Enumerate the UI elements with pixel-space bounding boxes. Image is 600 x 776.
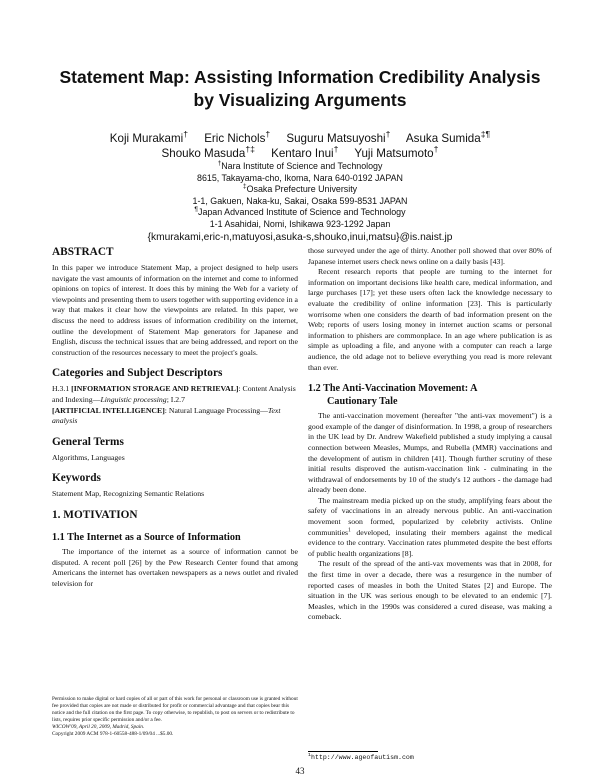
affiliation-name: Nara Institute of Science and Technology	[221, 161, 383, 171]
affiliation	[0, 161, 600, 173]
keywords-heading: Keywords	[52, 472, 101, 485]
affiliation-mark: ¶	[194, 206, 198, 214]
body-paragraph	[308, 496, 552, 560]
copyright-text: Copyright 2009 ACM 978-1-60558-488-1/09/04 ...$5.00.	[52, 730, 174, 737]
subsection-heading-line: 1.2 The Anti-Vaccination Movement: A	[308, 383, 478, 395]
left-column	[52, 246, 298, 589]
author-mark: †	[183, 129, 189, 140]
body-paragraph: The anti-vaccination movement (hereafter "the anti-vax movement") is a good example of the danger of disinformation. In 1998, a group of researchers in the UK lead by Dr. Andrew Wakefield published a study implying a causal connection between Measles, Mumps, and Rubella (MMR) vaccinations and the development of autism in children [41]. Though further scrutiny of these initial results disproved the autism-vaccination link - culminating in the withdrawal of endorsements by 10 of the study's 12 authors - the damage had already been done.	[308, 411, 552, 495]
affiliation-mark: ‡	[242, 183, 247, 191]
author-row-1	[0, 131, 600, 146]
category-subject: Linguistic processing	[100, 394, 167, 404]
author-mark: ‡¶	[480, 129, 491, 140]
copyright-notice	[52, 696, 298, 737]
affiliation-name: Osaka Prefecture University	[246, 184, 358, 195]
author-mark: †‡	[245, 144, 255, 155]
author-name: Kentaro Inui	[271, 147, 334, 160]
paragraph-text: The mainstream media picked up on the study, amplifying fears about the safety of vaccinations in an already nervous public. An anti-vaccination movement soon formed, popularized by celebrity activists. Online communities	[308, 495, 552, 537]
category-label: [ARTIFICIAL INTELLIGENCE]	[52, 405, 165, 415]
keywords-text: Statement Map, Recognizing Semantic Relations	[52, 489, 205, 499]
author-name: Suguru Matsuyoshi	[286, 132, 386, 145]
motivation-heading: 1. MOTIVATION	[52, 508, 138, 521]
subsection-heading	[308, 382, 552, 408]
footnote	[308, 754, 414, 761]
abstract-heading: ABSTRACT	[52, 246, 114, 258]
affiliation-address: 1-1 Asahidai, Nomi, Ishikawa 923-1292 Japan	[209, 218, 391, 229]
footnote-mark: 1	[308, 752, 311, 758]
affiliation	[0, 184, 600, 196]
author-block	[0, 131, 600, 244]
author-name: Eric Nichols	[204, 132, 266, 145]
author-email: {kmurakami,eric-n,matuyosi,asuka-s,shouko,inui,matsu}@is.naist.jp	[147, 231, 453, 243]
footnote-marker: 1	[348, 527, 351, 534]
category-code: ; I.2.7	[166, 394, 185, 404]
permission-text: Permission to make digital or hard copies of all or part of this work for personal or classroom use is granted without fee provided that copies are not made or distributed for profit or commercial advantage and that copies bear this notice and the full citation on the first page. To copy otherwise, to republish, to post on servers or to redistribute to lists, requires prior specific permission and/or a fee.	[52, 696, 298, 723]
affiliation-address: 8615, Takayama-cho, Ikoma, Nara 640-0192 JAPAN	[197, 172, 403, 183]
categories-heading: Categories and Subject Descriptors	[52, 367, 223, 380]
right-column	[308, 246, 552, 623]
affiliation-mark: †	[217, 160, 222, 168]
affiliation-address: 1-1, Gakuen, Naka-ku, Sakai, Osaka 599-8531 JAPAN	[192, 195, 408, 206]
title-line-1: Statement Map: Assisting Information Credibility Analysis	[59, 67, 541, 87]
category-code: H.3.1	[52, 384, 70, 394]
footnote-divider	[308, 751, 378, 752]
footnote-url: http://www.ageofautism.com	[310, 754, 414, 761]
venue-text: WICOW'09, April 20, 2009, Madrid, Spain.	[52, 723, 145, 730]
paper-title	[0, 66, 600, 112]
body-paragraph: The result of the spread of the anti-vax movements was that in 2008, for the first time in over a decade, there was a resurgence in the number of reported cases of measles in both the United States [2] and Europe. The situation in the UK was serious enough to be elevated to an endemic [7]. Measles, which in the 1990s was considered a cured disease, was making a comeback.	[308, 559, 552, 622]
body-paragraph: those surveyed under the age of thirty. Another poll showed that over 80% of Japanese internet users check news online on a daily basis [43].	[308, 246, 552, 266]
abstract-text: In this paper we introduce Statement Map, a project designed to help users navigate the vast amounts of information on the internet and come to informed opinions on topics of interest. It does this by mining the Web for a variety of viewpoints and presenting them to users together with supporting evidence in a way that makes it clear how the viewpoints are related. In this paper, we discuss the need to address issues of information credibility on the internet, outline the development of Statement Map generators for Japanese and English, discuss the technical issues that are being addressed, and report on the construction of the resources necessary to meet the project's goals.	[52, 263, 298, 357]
author-row-2	[0, 146, 600, 161]
category-text: : Natural Language Processing—	[164, 405, 268, 415]
body-paragraph: The importance of the internet as a source of information cannot be disputed. A recent poll [26] by the Pew Research Center found that among Americans the internet has overtaken newspapers as a news outlet and rivaled television for	[52, 546, 298, 588]
general-terms-text: Algorithms, Languages	[52, 452, 125, 462]
title-line-2: by Visualizing Arguments	[193, 90, 407, 110]
subsection-heading-line: Cautionary Tale	[327, 396, 398, 408]
author-mark: †	[385, 129, 391, 140]
subsection-heading: 1.1 The Internet as a Source of Information	[52, 531, 241, 543]
author-mark: †	[333, 144, 339, 155]
author-mark: †	[265, 129, 271, 140]
author-name: Koji Murakami	[109, 132, 184, 145]
category-label: [INFORMATION STORAGE AND RETRIEVAL]	[71, 384, 239, 394]
author-name: Shouko Masuda	[161, 147, 246, 160]
author-mark: †	[433, 144, 439, 155]
page-number: 43	[295, 766, 305, 776]
categories-text	[52, 384, 298, 426]
affiliation	[0, 207, 600, 219]
body-paragraph: Recent research reports that people are turning to the internet for information on important decisions like health care, medical information, and large purchases [17]; yet these users often lack the knowledge necessary to evaluate the credibility of online information [23]. This is particularly worrisome when one considers the dearth of bad information present on the Web; reports of users losing money in internet auction scams or personal information to phishers are commonplace. In an age where publication is as simple as uploading a file, and anyone with a computer can reach a large audience, the old adage not to believe everything you read is more relevant than ever.	[308, 267, 552, 372]
general-terms-heading: General Terms	[52, 435, 124, 448]
author-name: Asuka Sumida	[405, 132, 481, 145]
paragraph-text: developed, insulating their members against the medical evidence to the contrary. Vaccination rates plummeted despite the best efforts of public health organizations [8].	[308, 527, 552, 558]
category-subject: Text analysis	[52, 405, 281, 426]
author-name: Yuji Matsumoto	[354, 147, 434, 160]
affiliation-name: Japan Advanced Institute of Science and Technology	[198, 207, 406, 218]
category-text: : Content Analysis and Indexing—	[52, 384, 296, 404]
